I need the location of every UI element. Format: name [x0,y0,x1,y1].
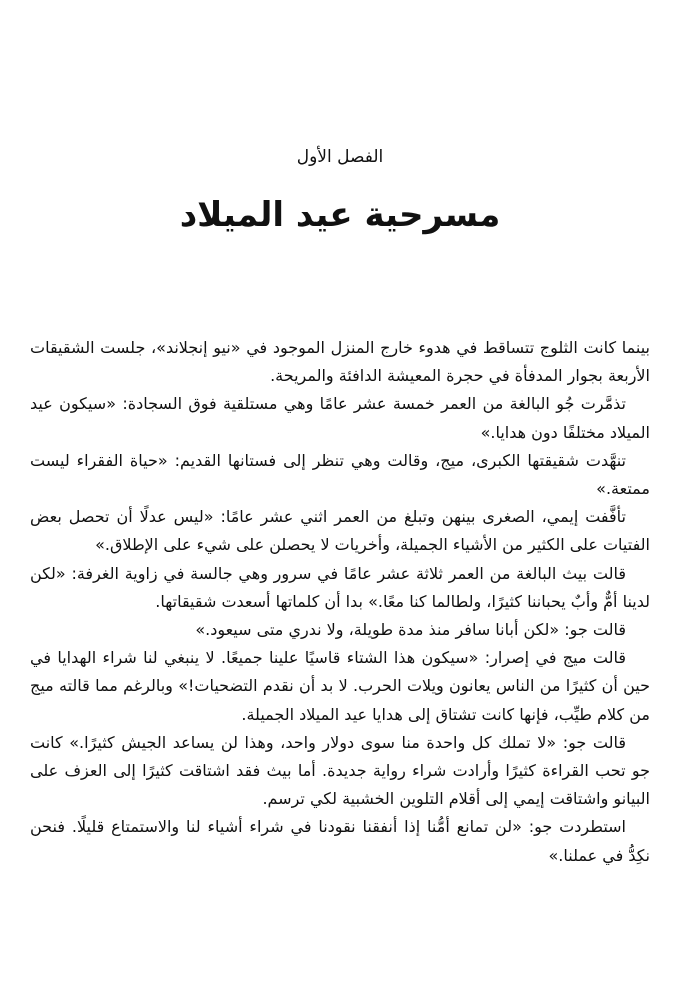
paragraph: استطردت جو: «لن تمانع أمُّنا إذا أنفقنا نقودنا في شراء أشياء لنا والاستمتاع قليلًا. فنحن نكِدُّ في عملنا.» [30,817,650,865]
paragraph: قالت جو: «لا تملك كل واحدة منا سوى دولار واحد، وهذا لن يساعد الجيش كثيرًا.» كانت جو تحب القراءة كثيرًا وأرادت شراء رواية جديدة. أما بيث فقد اشتاقت كثيرًا إلى العزف على البيانو واشتاقت إيمي إلى أقلام التلوين الخشبية لكي ترسم. [30,732,650,809]
chapter-body [30,334,650,870]
chapter-title: مسرحية عيد الميلاد [179,195,501,235]
chapter-label: الفصل الأول [296,147,384,167]
paragraph: بينما كانت الثلوج تتساقط في هدوء خارج المنزل الموجود في «نيو إنجلاند»، جلست الشقيقات الأربعة بجوار المدفأة في حجرة المعيشة الدافئة والمريحة. [30,338,650,386]
paragraph: قالت بيث البالغة من العمر ثلاثة عشر عامًا في سرور وهي جالسة في زاوية الغرفة: «لكن لدينا أمٌّ وأبٌ يحباننا كثيرًا، ولطالما كنا معًا.» بدا أن كلماتها أسعدت شقيقاتها. [30,563,650,611]
paragraph: قالت ميج في إصرار: «سيكون هذا الشتاء قاسيًا علينا جميعًا. لا ينبغي لنا شراء الهدايا في حين أن كثيرًا من الناس يعانون ويلات الحرب. لا بد أن نقدم التضحيات!» وبالرغم مما قالته ميج من كلام طيِّب، فإنها كانت تشتاق إلى هدايا عيد الميلاد الجميلة. [30,648,650,724]
paragraph: تأفَّفت إيمي، الصغرى بينهن وتبلغ من العمر اثني عشر عامًا: «ليس عدلًا أن تحصل بعض الفتيات على الكثير من الأشياء الجميلة، وأخريات لا يحصلن على شيء على الإطلاق.» [30,507,650,555]
paragraph: تذمَّرت جُو البالغة من العمر خمسة عشر عامًا وهي مستلقية فوق السجادة: «سيكون عيد الميلاد مختلفًا دون هدايا.» [30,394,650,442]
paragraph: تنهَّدت شقيقتها الكبرى، ميج، وقالت وهي تنظر إلى فستانها القديم: «حياة الفقراء ليست ممتعة.» [30,450,650,499]
paragraph: قالت جو: «لكن أبانا سافر منذ مدة طويلة، ولا ندري متى سيعود.» [195,620,626,640]
